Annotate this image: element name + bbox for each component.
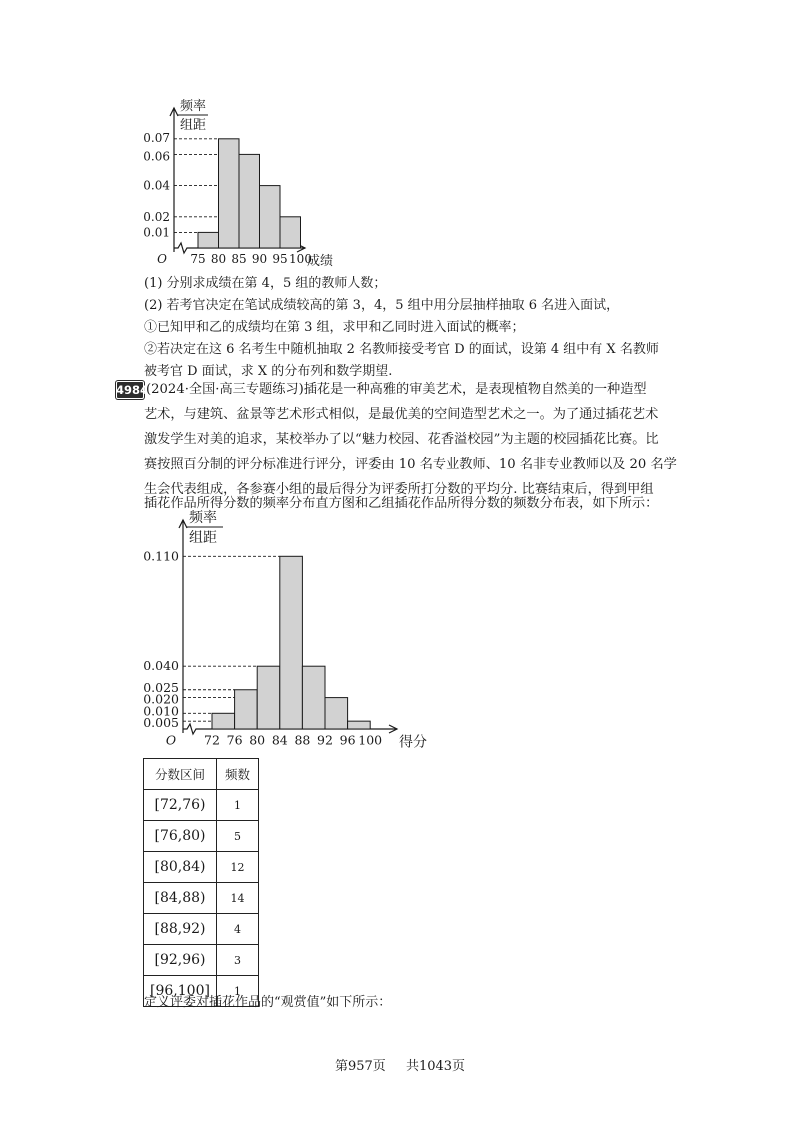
prev-question-2-1: ①已知甲和乙的成绩均在第 3 组，求甲和乙同时进入面试的概率； <box>144 320 525 335</box>
x-tick-label: 100 <box>358 732 383 748</box>
y-axis-label-denominator: 组距 <box>180 118 207 133</box>
x-tick-label: 92 <box>317 732 333 748</box>
frequency-table <box>143 758 259 1007</box>
table-cell-interval: [96,100] <box>144 976 217 1007</box>
x-tick-label: 100 <box>289 252 312 266</box>
y-tick-label: 0.040 <box>143 658 179 674</box>
prev-question-2-2: ②若决定在这 6 名考生中随机抽取 2 名教师接受考官 D 的面试，设第 4 组中有 X 名教师 <box>144 342 659 357</box>
table-row <box>144 790 259 821</box>
x-tick-label: 85 <box>231 252 247 266</box>
y-tick-label: 0.01 <box>143 225 170 240</box>
x-axis-label: 成绩 <box>307 254 334 269</box>
y-tick-label: 0.020 <box>143 691 179 707</box>
y-tick-label: 0.02 <box>143 209 170 224</box>
x-tick-label: 80 <box>249 732 266 748</box>
table-cell-interval: [72,76) <box>144 790 217 821</box>
histogram-bar <box>235 690 258 729</box>
prev-question-2-2-cont: 被考官 D 面试，求 X 的分布列和数学期望. <box>144 364 393 379</box>
table-cell-count: 14 <box>217 883 259 914</box>
y-tick-label: 0.07 <box>143 130 170 145</box>
x-tick-label: 72 <box>204 732 220 748</box>
x-tick-label: 96 <box>339 732 356 748</box>
problem-text-line-6: 插花作品所得分数的频率分布直方图和乙组插花作品所得分数的频数分布表，如下所示： <box>144 496 659 511</box>
y-axis-label-denominator: 组距 <box>189 530 217 546</box>
x-axis-label: 得分 <box>399 734 427 751</box>
table-header-interval: 分数区间 <box>144 759 217 790</box>
y-axis-label-numerator: 频率 <box>180 99 207 114</box>
x-tick-label: 84 <box>271 732 288 748</box>
y-tick-label: 0.06 <box>143 149 170 164</box>
table-cell-count: 1 <box>217 790 259 821</box>
histogram-bar <box>280 556 303 729</box>
table-cell-count: 3 <box>217 945 259 976</box>
origin-label: O <box>157 252 167 266</box>
table-cell-count: 4 <box>217 914 259 945</box>
table-row <box>144 945 259 976</box>
y-tick-label: 0.025 <box>143 679 179 695</box>
problem-text-line-5: 生会代表组成，各参赛小组的最后得分为评委所打分数的平均分. 比赛结束后，得到甲组 <box>144 482 654 497</box>
y-axis-label-numerator: 频率 <box>189 510 217 526</box>
x-tick-label: 76 <box>226 732 243 748</box>
problem-text-line-1: (2024·全国·高三专题练习)插花是一种高雅的审美艺术，是表现植物自然美的一种造型 <box>146 382 647 397</box>
x-tick-label: 88 <box>294 732 311 748</box>
table-row <box>144 914 259 945</box>
x-tick-label: 80 <box>210 252 227 266</box>
page-total: 共1043页 <box>405 1059 466 1074</box>
table-cell-count: 12 <box>217 852 259 883</box>
table-cell-interval: [88,92) <box>144 914 217 945</box>
table-cell-interval: [80,84) <box>144 852 217 883</box>
y-tick-label: 0.110 <box>143 548 179 564</box>
problem-text-line-4: 赛按照百分制的评分标准进行评分，评委由 10 名专业教师、10 名非专业教师以及 20 名学 <box>144 457 677 472</box>
table-row <box>144 821 259 852</box>
y-tick-label: 0.005 <box>143 715 179 731</box>
page-footer <box>0 1055 800 1074</box>
y-tick-label: 0.04 <box>143 178 170 193</box>
table-header-count: 频数 <box>217 759 259 790</box>
x-tick-label: 90 <box>251 252 268 266</box>
origin-label: O <box>165 732 177 748</box>
histogram-bar <box>257 666 280 729</box>
histogram-bar <box>212 713 235 729</box>
prev-question-1: (1) 分别求成绩在第 4，5 组的教师人数； <box>144 276 387 291</box>
problem-text-line-2: 艺术，与建筑、盆景等艺术形式相似，是最优美的空间造型艺术之一。为了通过插花艺术 <box>144 407 659 422</box>
histogram-bar <box>325 698 348 729</box>
problem-text-line-3: 激发学生对美的追求，某校举办了以“魅力校园、花香溢校园”为主题的校园插花比赛。比 <box>144 432 659 447</box>
problem-number-badge: 4984 <box>116 383 149 397</box>
table-row <box>144 852 259 883</box>
histogram-bar <box>348 721 371 729</box>
closing-text: 定义评委对插花作品的“观赏值”如下所示： <box>144 995 392 1010</box>
page-number: 第957页 <box>334 1059 386 1074</box>
prev-question-2: (2) 若考官决定在笔试成绩较高的第 3，4，5 组中用分层抽样抽取 6 名进入面试， <box>144 298 620 313</box>
table-row <box>144 883 259 914</box>
table-cell-count: 5 <box>217 821 259 852</box>
table-cell-interval: [92,96) <box>144 945 217 976</box>
table-cell-interval: [76,80) <box>144 821 217 852</box>
table-header-row <box>144 759 259 790</box>
x-tick-label: 75 <box>190 252 206 266</box>
table-cell-count: 1 <box>217 976 259 1007</box>
y-tick-label: 0.010 <box>143 703 179 719</box>
table-cell-interval: [84,88) <box>144 883 217 914</box>
histogram-bar <box>302 666 325 729</box>
x-tick-label: 95 <box>272 252 288 266</box>
